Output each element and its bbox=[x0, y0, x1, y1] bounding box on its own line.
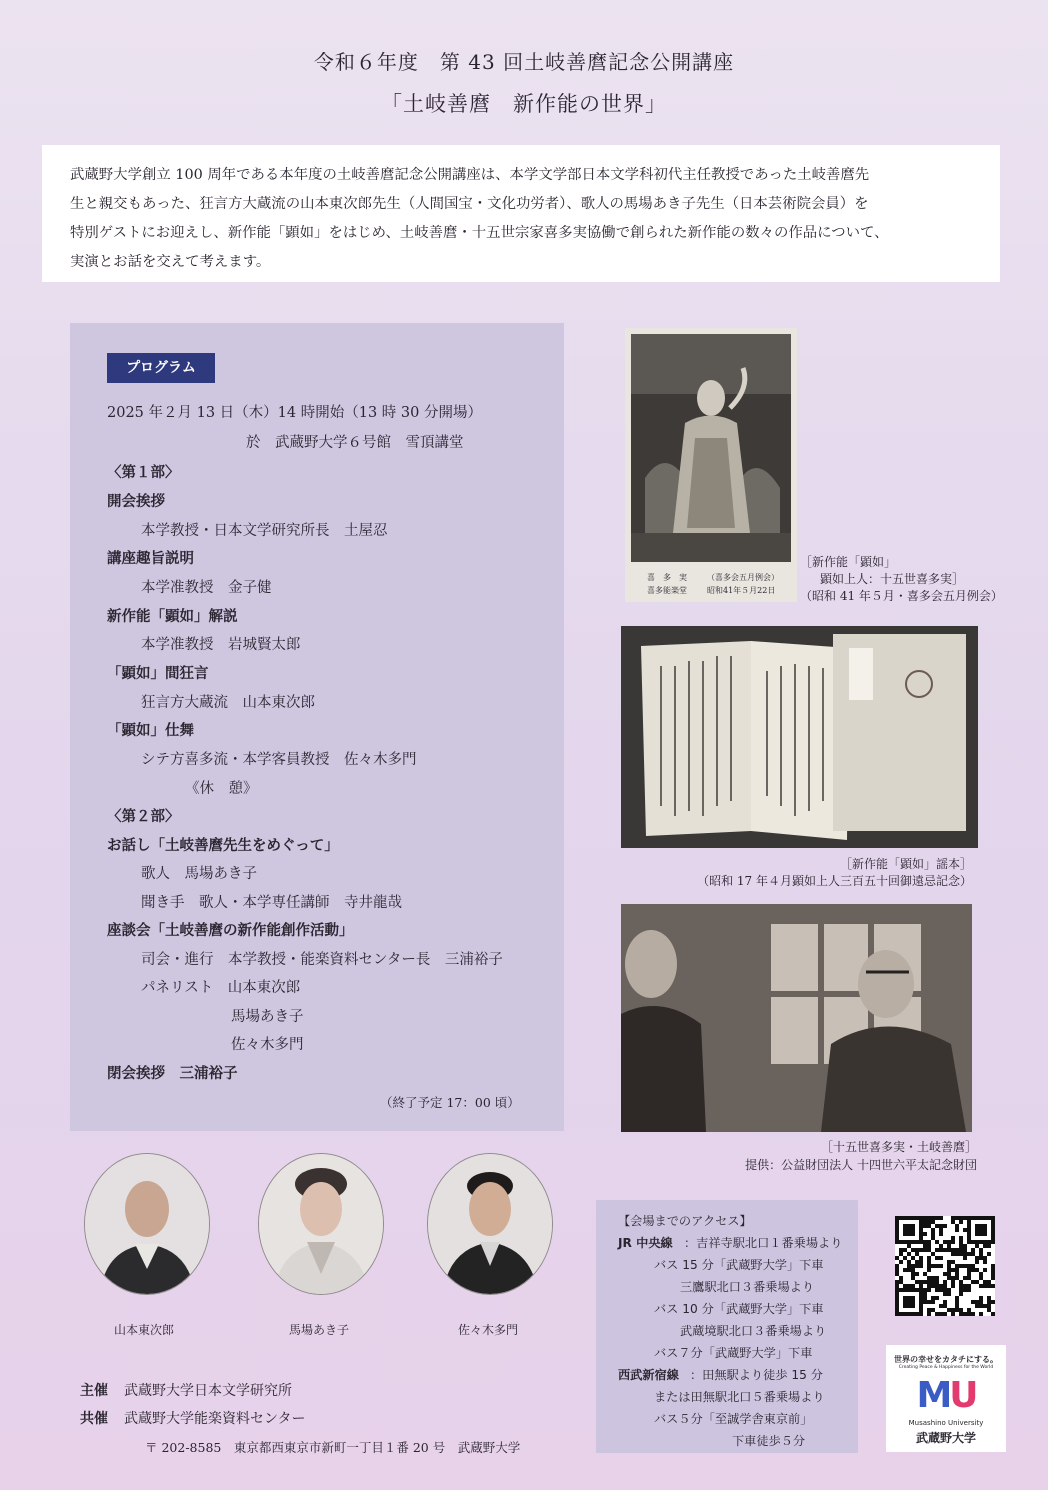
qr-code-image bbox=[895, 1216, 995, 1316]
guest-portrait-baba bbox=[258, 1153, 384, 1295]
program-line: 講座趣旨説明 bbox=[107, 550, 194, 567]
access-line: ：吉祥寺駅北口１番乗場より bbox=[684, 1236, 843, 1250]
program-line: 狂言方大蔵流 山本東次郎 bbox=[141, 695, 315, 711]
program-line: 閉会挨拶 三浦裕子 bbox=[107, 1065, 238, 1082]
program-line: 座談会「土岐善麿の新作能創作活動」 bbox=[107, 922, 354, 939]
program-line: 《休 憩》 bbox=[185, 781, 258, 797]
program-line: 新作能「顕如」解説 bbox=[107, 608, 238, 625]
logo-tagline-en: Creating Peace & Happiness for the World bbox=[898, 1365, 994, 1370]
access-line: 武蔵境駅北口３番乗場より bbox=[680, 1324, 827, 1338]
guest-portrait-yamamoto bbox=[84, 1153, 210, 1295]
access-line: バス 10 分「武蔵野大学」下車 bbox=[654, 1302, 824, 1316]
logo-mark bbox=[886, 1375, 1006, 1416]
access-line: バス５分「至誠学舎東京前」 bbox=[654, 1412, 813, 1426]
intro-box bbox=[42, 145, 1000, 282]
utaibon-image bbox=[621, 626, 978, 848]
program-line: 「顕如」間狂言 bbox=[107, 665, 209, 682]
photo-caption: （昭和 17 年４月顕如上人三百五十回御遠忌記念） bbox=[697, 874, 972, 888]
program-line: 本学准教授 岩城賢太郎 bbox=[141, 637, 301, 653]
access-line: 三鷹駅北口３番乗場より bbox=[680, 1280, 815, 1294]
photo-credit-text: 喜 多 実 bbox=[647, 573, 687, 582]
photo-caption: ［十五世喜多実・土岐善麿］ bbox=[820, 1140, 977, 1154]
noh-performance-image bbox=[625, 328, 797, 602]
access-line: バス 15 分「武蔵野大学」下車 bbox=[654, 1258, 824, 1272]
logo-name-ja: 武蔵野大学 bbox=[915, 1431, 976, 1445]
program-line: 本学准教授 金子健 bbox=[141, 580, 272, 596]
logo-mark-u: U bbox=[949, 1375, 976, 1416]
program-line: 「顕如」仕舞 bbox=[107, 722, 194, 739]
access-line-label: JR 中央線 bbox=[618, 1236, 673, 1250]
access-line: バス７分「武蔵野大学」下車 bbox=[654, 1346, 813, 1360]
program-line: 開会挨拶 bbox=[107, 493, 165, 510]
access-line: または田無駅北口５番乗場より bbox=[654, 1390, 825, 1404]
co-organizer: 武蔵野大学能楽資料センター bbox=[124, 1411, 306, 1427]
program-line: 司会・進行 本学教授・能楽資料センター長 三浦裕子 bbox=[141, 952, 503, 968]
logo-mark-m: M bbox=[916, 1375, 950, 1416]
logo-tagline: 世界の幸せをカタチにする。 bbox=[894, 1355, 998, 1364]
access-line: ：田無駅より徒歩 15 分 bbox=[690, 1368, 823, 1382]
guest-photo bbox=[259, 1154, 383, 1294]
portrait-pair-image bbox=[621, 904, 972, 1132]
guest-photo bbox=[85, 1154, 209, 1294]
portrait-pair-photo bbox=[621, 904, 972, 1132]
university-logo[interactable] bbox=[886, 1345, 1006, 1452]
guest-name: 馬場あき子 bbox=[288, 1323, 349, 1337]
organizer-label: 主催 bbox=[80, 1383, 108, 1399]
program-line: 馬場あき子 bbox=[231, 1009, 304, 1025]
access-box bbox=[596, 1200, 858, 1453]
program-line: お話し「土岐善麿先生をめぐって」 bbox=[107, 837, 339, 854]
program-line: シテ方喜多流・本学客員教授 佐々木多門 bbox=[141, 752, 417, 768]
photo-credit-text: （喜多会五月例会） bbox=[707, 573, 779, 582]
program-line: パネリスト 山本東次郎 bbox=[141, 980, 301, 996]
program-date: 2025 年２月 13 日（木）14 時開始（13 時 30 分開場） bbox=[107, 405, 482, 421]
intro-line: 特別ゲストにお迎えし、新作能「顕如」をはじめ、土岐善麿・十五世宗家喜多実協働で創られた新作能の数々の作品について、 bbox=[70, 225, 889, 241]
program-line: 〈第２部〉 bbox=[107, 808, 180, 825]
page-subtitle: 「土岐善麿 新作能の世界」 bbox=[381, 92, 667, 116]
program-line: 〈第１部〉 bbox=[107, 464, 180, 481]
noh-performance-photo bbox=[625, 328, 797, 602]
qr-code[interactable] bbox=[895, 1216, 995, 1316]
logo-name-en: Musashino University bbox=[908, 1419, 984, 1427]
program-end-note: （終了予定 17：00 頃） bbox=[380, 1095, 520, 1110]
photo-caption: ［新作能「顕如」謡本］ bbox=[839, 857, 972, 871]
program-panel bbox=[70, 323, 564, 1131]
guest-name: 山本東次郎 bbox=[113, 1323, 174, 1337]
program-line: 本学教授・日本文学研究所長 土屋忍 bbox=[141, 523, 388, 539]
address: 〒 202-8585 東京都西東京市新町一丁目１番 20 号 武蔵野大学 bbox=[145, 1440, 521, 1455]
program-line: 聞き手 歌人・本学専任講師 寺井龍哉 bbox=[141, 895, 402, 911]
access-heading: 【会場までのアクセス】 bbox=[618, 1214, 752, 1228]
utaibon-photo bbox=[621, 626, 978, 848]
guest-name: 佐々木多門 bbox=[457, 1323, 518, 1337]
intro-line: 実演とお話を交えて考えます。 bbox=[70, 254, 271, 270]
access-line-label: 西武新宿線 bbox=[618, 1368, 679, 1382]
page-title: 令和６年度 第 43 回土岐善麿記念公開講座 bbox=[313, 50, 735, 74]
photo-credit-text: 喜多能楽堂 bbox=[647, 586, 687, 595]
intro-line: 生と親交もあった、狂言方大蔵流の山本東次郎先生（人間国宝・文化功労者）、歌人の馬場あき子先生（日本芸術院会員）を bbox=[70, 196, 869, 212]
program-line: 歌人 馬場あき子 bbox=[141, 866, 257, 882]
photo-caption: 顕如上人：十五世喜多実］ bbox=[820, 572, 965, 586]
program-venue: 於 武蔵野大学６号館 雪頂講堂 bbox=[246, 435, 464, 451]
guest-portrait-sasaki bbox=[427, 1153, 553, 1295]
access-line: 下車徒歩５分 bbox=[732, 1434, 806, 1448]
intro-line: 武蔵野大学創立 100 周年である本年度の土岐善麿記念公開講座は、本学文学部日本文学科初代主任教授であった土岐善麿先 bbox=[70, 167, 870, 183]
photo-caption: 提供：公益財団法人 十四世六平太記念財団 bbox=[745, 1158, 977, 1172]
photo-caption: ［新作能「顕如」 bbox=[800, 555, 897, 569]
co-organizer-label: 共催 bbox=[80, 1411, 108, 1427]
program-badge: プログラム bbox=[107, 353, 215, 383]
organizer: 武蔵野大学日本文学研究所 bbox=[124, 1383, 292, 1399]
photo-caption: （昭和 41 年５月・喜多会五月例会） bbox=[800, 589, 1003, 603]
guest-photo bbox=[428, 1154, 552, 1294]
program-line: 佐々木多門 bbox=[231, 1037, 304, 1053]
photo-credit-text: 昭和41年５月22日 bbox=[707, 586, 776, 595]
